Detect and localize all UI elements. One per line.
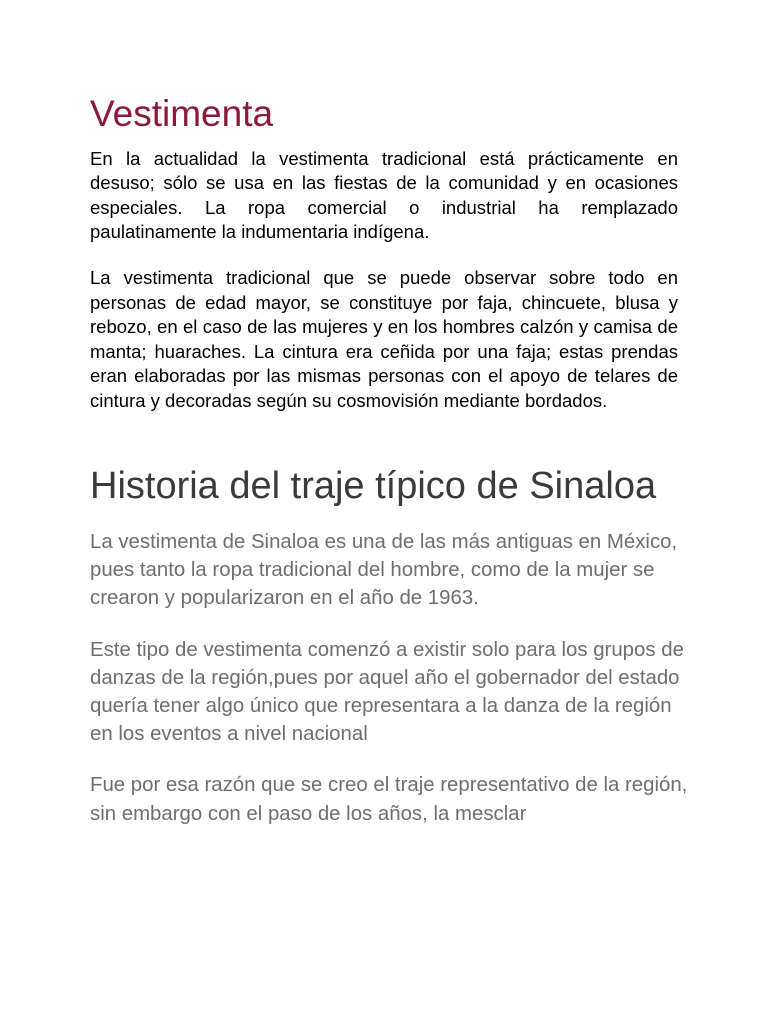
paragraph-vestimenta-1: En la actualidad la vestimenta tradicional está prácticamente en desuso; sólo se usa en las fiestas de la comunidad y en ocasiones especiales. La ropa comercial o industrial ha remplazado paulatinamente la indumentaria indígena. xyxy=(90,147,678,243)
section-vestimenta xyxy=(90,93,678,434)
heading-historia: Historia del traje típico de Sinaloa xyxy=(90,465,657,507)
paragraph-historia-1: La vestimenta de Sinaloa es una de las más antiguas en México, pues tanto la ropa tradicional del hombre, como de la mujer se crearon y popularizaron en el año de 1963. xyxy=(90,531,678,610)
paragraph-vestimenta-2: La vestimenta tradicional que se puede observar sobre todo en personas de edad mayor, se constituye por faja, chincuete, blusa y rebozo, en el caso de las mujeres y en los hombres calzón y camisa de manta; huaraches. La cintura era ceñida por una faja; estas prendas eran elaboradas por las mismas personas con el apoyo de telares de cintura y decoradas según su cosmovisión mediante bordados. xyxy=(90,266,678,411)
paragraph-historia-2: Este tipo de vestimenta comenzó a existir solo para los grupos de danzas de la región,pues por aquel año el gobernador del estado quería tener algo único que representara a la danza de la región en los eventos a nivel nacional xyxy=(90,638,684,746)
heading-vestimenta: Vestimenta xyxy=(90,93,274,134)
section-historia xyxy=(90,462,690,851)
paragraph-historia-3: Fue por esa razón que se creo el traje representativo de la región, sin embargo con el paso de los años, la mesclar xyxy=(90,774,688,825)
